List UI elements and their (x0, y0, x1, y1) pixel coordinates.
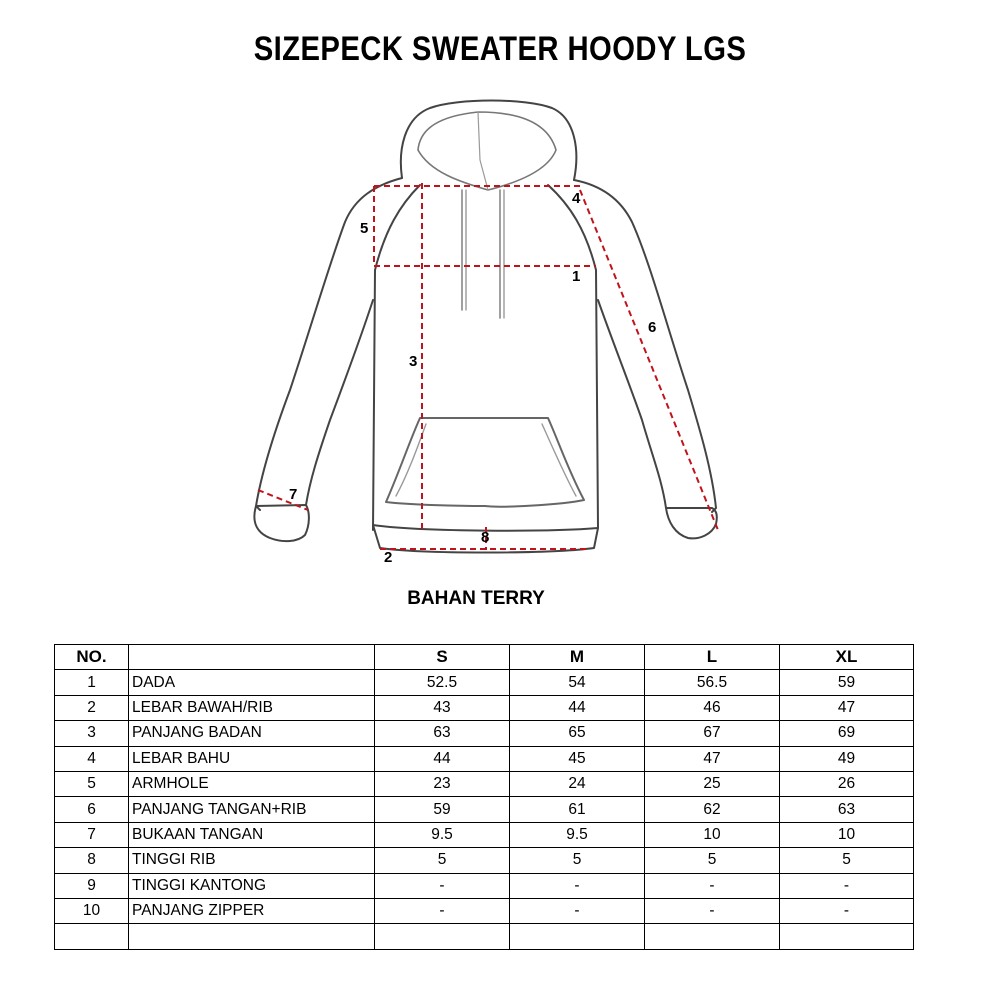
row-s: 52.5 (375, 670, 510, 695)
row-l: 10 (645, 822, 780, 847)
row-xl: - (780, 873, 914, 898)
row-s: 5 (375, 848, 510, 873)
blank-cell (645, 924, 780, 949)
header-name (129, 645, 375, 670)
header-l: L (645, 645, 780, 670)
table-row (55, 771, 914, 796)
row-xl: 59 (780, 670, 914, 695)
row-name: PANJANG TANGAN+RIB (129, 797, 375, 822)
row-xl: 10 (780, 822, 914, 847)
row-no: 7 (55, 822, 129, 847)
measurement-lines (258, 183, 718, 550)
row-no: 4 (55, 746, 129, 771)
row-l: 5 (645, 848, 780, 873)
row-name: LEBAR BAHU (129, 746, 375, 771)
row-xl: 63 (780, 797, 914, 822)
hoodie-illustration (240, 95, 740, 575)
row-s: - (375, 873, 510, 898)
row-name: PANJANG ZIPPER (129, 898, 375, 923)
row-l: - (645, 873, 780, 898)
row-no: 2 (55, 695, 129, 720)
table-row (55, 797, 914, 822)
row-m: 44 (510, 695, 645, 720)
blank-cell (129, 924, 375, 949)
header-s: S (375, 645, 510, 670)
material-label: BAHAN TERRY (407, 588, 545, 609)
table-row (55, 873, 914, 898)
table-row (55, 898, 914, 923)
row-xl: 69 (780, 721, 914, 746)
row-xl: 26 (780, 771, 914, 796)
row-l: 25 (645, 771, 780, 796)
table-row (55, 746, 914, 771)
blank-cell (375, 924, 510, 949)
table-row (55, 721, 914, 746)
row-s: 23 (375, 771, 510, 796)
row-name: TINGGI RIB (129, 848, 375, 873)
cuff-right (666, 508, 717, 538)
blank-cell (510, 924, 645, 949)
label-5: 5 (360, 220, 369, 237)
row-xl: 49 (780, 746, 914, 771)
row-l: 56.5 (645, 670, 780, 695)
row-m: 61 (510, 797, 645, 822)
table-body (55, 670, 914, 949)
label-2: 2 (384, 549, 393, 566)
label-4: 4 (572, 190, 581, 207)
header-m: M (510, 645, 645, 670)
row-name: LEBAR BAWAH/RIB (129, 695, 375, 720)
row-l: 62 (645, 797, 780, 822)
row-s: 44 (375, 746, 510, 771)
blank-cell (780, 924, 914, 949)
table-row-blank (55, 924, 914, 949)
row-s: 63 (375, 721, 510, 746)
blank-cell (55, 924, 129, 949)
row-no: 10 (55, 898, 129, 923)
row-name: ARMHOLE (129, 771, 375, 796)
pocket-outline (386, 418, 584, 507)
body-outline-left (256, 178, 402, 510)
label-7: 7 (289, 486, 298, 503)
page-title: SIZEPECK SWEATER HOODY LGS (253, 30, 747, 68)
row-xl: - (780, 898, 914, 923)
row-s: 9.5 (375, 822, 510, 847)
row-m: 24 (510, 771, 645, 796)
label-6: 6 (648, 319, 657, 336)
row-no: 5 (55, 771, 129, 796)
size-table (54, 644, 914, 950)
row-name: BUKAAN TANGAN (129, 822, 375, 847)
measure-7-cuff-opening (258, 490, 308, 510)
row-l: - (645, 898, 780, 923)
row-xl: 5 (780, 848, 914, 873)
table-header-row (55, 645, 914, 670)
row-m: 45 (510, 746, 645, 771)
row-m: - (510, 898, 645, 923)
header-no: NO. (55, 645, 129, 670)
row-m: 54 (510, 670, 645, 695)
row-s: 43 (375, 695, 510, 720)
cuff-left (254, 505, 308, 541)
row-m: 65 (510, 721, 645, 746)
row-l: 67 (645, 721, 780, 746)
table-row (55, 848, 914, 873)
row-xl: 47 (780, 695, 914, 720)
row-no: 3 (55, 721, 129, 746)
row-m: - (510, 873, 645, 898)
hood-inner (418, 112, 556, 190)
label-3: 3 (409, 353, 418, 370)
row-name: TINGGI KANTONG (129, 873, 375, 898)
row-name: DADA (129, 670, 375, 695)
measurement-labels (289, 190, 656, 566)
row-l: 46 (645, 695, 780, 720)
row-l: 47 (645, 746, 780, 771)
row-no: 1 (55, 670, 129, 695)
label-1: 1 (572, 268, 581, 285)
table-row (55, 670, 914, 695)
header-xl: XL (780, 645, 914, 670)
row-no: 8 (55, 848, 129, 873)
measure-6-sleeve (580, 190, 718, 530)
row-no: 6 (55, 797, 129, 822)
label-8: 8 (481, 529, 490, 546)
row-no: 9 (55, 873, 129, 898)
sleeve-inner-left (306, 300, 373, 505)
row-m: 5 (510, 848, 645, 873)
row-s: 59 (375, 797, 510, 822)
row-name: PANJANG BADAN (129, 721, 375, 746)
table-row (55, 822, 914, 847)
table-row (55, 695, 914, 720)
row-m: 9.5 (510, 822, 645, 847)
row-s: - (375, 898, 510, 923)
